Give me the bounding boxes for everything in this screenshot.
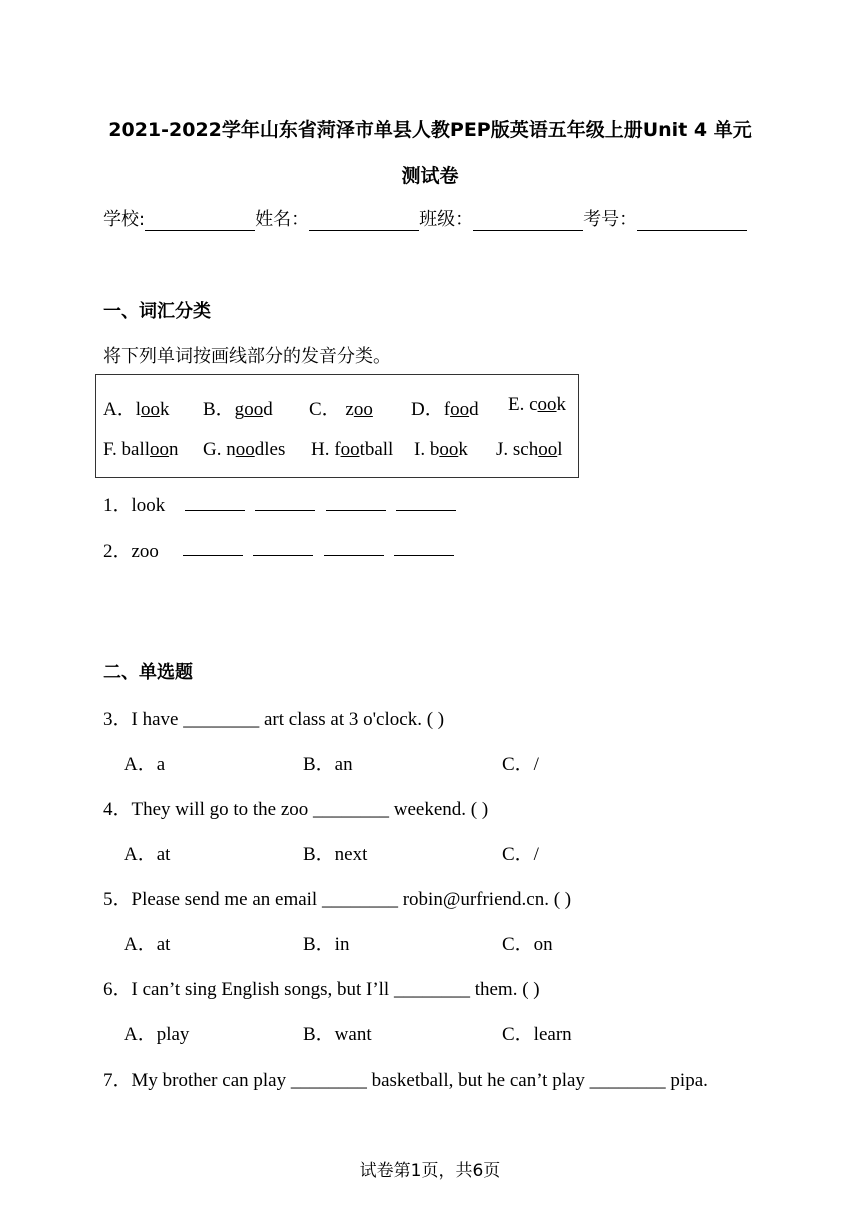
page-footer: 试卷第1页，共6页 [359, 1161, 501, 1181]
question-1-label: 1．look [103, 495, 166, 516]
question-3-stem: 3．I have ________ art class at 3 o'clock. ( ) [103, 709, 445, 730]
exam-title-line1: 2021-2022学年山东省菏泽市单县人教PEP版英语五年级上册Unit 4 单元 [108, 119, 752, 141]
question-4-option-a[interactable]: A．at [124, 844, 171, 865]
word-b: B．good [203, 399, 273, 420]
section1-heading: 一、词汇分类 [103, 301, 211, 322]
name-label: 姓名： [255, 209, 310, 230]
word-box [95, 374, 579, 478]
q1-answer-blank-1[interactable] [185, 510, 245, 511]
question-3-option-c[interactable]: C．/ [502, 754, 539, 775]
number-blank[interactable] [637, 212, 747, 231]
question-3-option-a[interactable]: A．a [124, 754, 166, 775]
question-6-option-b[interactable]: B．want [303, 1024, 372, 1045]
word-j: J. school [496, 439, 563, 460]
q2-answer-blank-1[interactable] [183, 555, 243, 556]
q2-answer-blank-4[interactable] [394, 555, 454, 556]
school-label: 学校: [103, 209, 146, 230]
word-f: F. balloon [103, 439, 179, 460]
question-5-option-b[interactable]: B．in [303, 934, 350, 955]
name-blank[interactable] [309, 212, 419, 231]
question-6-stem: 6．I can’t sing English songs, but I’ll ________ them. ( ) [103, 979, 540, 1000]
question-4-option-c[interactable]: C．/ [502, 844, 539, 865]
word-h: H. football [311, 439, 394, 460]
question-4-option-b[interactable]: B．next [303, 844, 368, 865]
word-e: E. cook [508, 394, 567, 415]
q1-answer-blank-2[interactable] [255, 510, 315, 511]
exam-title-line2: 测试卷 [401, 165, 459, 187]
question-7-stem: 7．My brother can play ________ basketball, but he can’t play ________ pipa. [103, 1070, 708, 1091]
question-5-option-a[interactable]: A．at [124, 934, 171, 955]
question-6-option-c[interactable]: C．learn [502, 1024, 572, 1045]
q1-answer-blank-4[interactable] [396, 510, 456, 511]
word-c: C． zoo [309, 399, 373, 420]
section2-heading: 二、单选题 [103, 662, 193, 683]
class-label: 班级： [419, 209, 474, 230]
number-label: 考号： [583, 209, 638, 230]
question-5-stem: 5．Please send me an email ________ robin@urfriend.cn. ( ) [103, 889, 572, 910]
question-5-option-c[interactable]: C．on [502, 934, 553, 955]
word-d: D．food [411, 399, 479, 420]
question-2-label: 2．zoo [103, 541, 159, 562]
word-g: G. noodles [203, 439, 286, 460]
word-a: A．look [103, 399, 170, 420]
class-blank[interactable] [473, 212, 583, 231]
word-i: I. book [414, 439, 468, 460]
question-3-option-b[interactable]: B．an [303, 754, 353, 775]
school-blank[interactable] [145, 212, 255, 231]
q2-answer-blank-2[interactable] [253, 555, 313, 556]
q2-answer-blank-3[interactable] [324, 555, 384, 556]
section1-instruction: 将下列单词按画线部分的发音分类。 [103, 346, 391, 367]
question-4-stem: 4．They will go to the zoo ________ weekend. ( ) [103, 799, 489, 820]
question-6-option-a[interactable]: A．play [124, 1024, 190, 1045]
q1-answer-blank-3[interactable] [326, 510, 386, 511]
student-info-line [103, 205, 747, 231]
